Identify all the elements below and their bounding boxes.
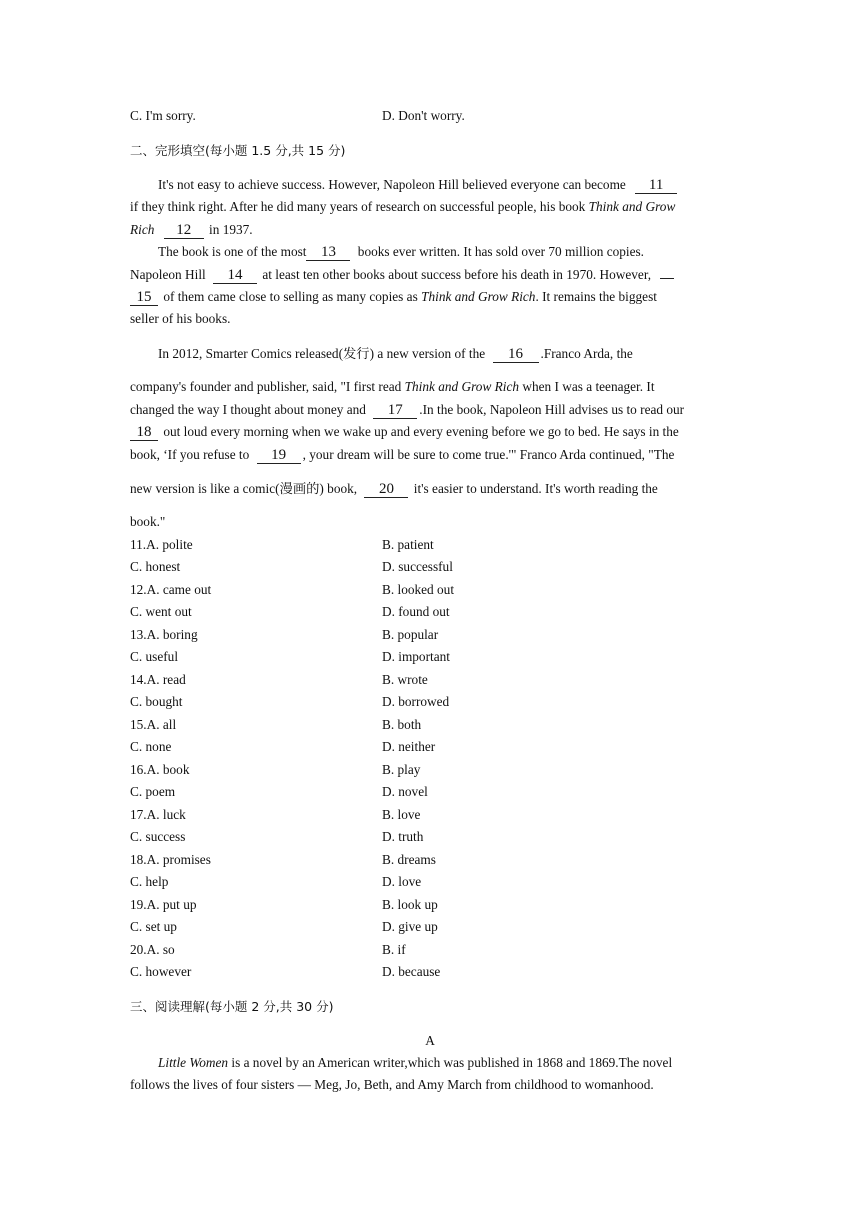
blank-11[interactable]: 11 <box>635 178 677 194</box>
passage-line: Rich 12 in 1937. <box>130 222 253 238</box>
option-row: 12.A. came out B. looked out <box>130 582 455 597</box>
passage-line: 15 of them came close to selling as many copies as Think and Grow Rich. It remains the biggest <box>130 288 657 306</box>
option-row: 17.A. luck B. love <box>130 807 421 822</box>
passage-line: new version is like a comic(漫画的) book, 20 it's easier to understand. It's worth reading the <box>130 481 658 497</box>
option-row: C. success D. truth <box>130 829 424 844</box>
passage-line: 18 out loud every morning when we wake up and every evening before we go to bed. He says in the <box>130 423 679 441</box>
book-title: Think and Grow Rich <box>421 289 536 304</box>
passage-line: In 2012, Smarter Comics released(发行) a new version of the 16 .Franco Arda, the <box>158 346 633 362</box>
book-title: Rich <box>130 222 155 237</box>
passage-line: book, ‘If you refuse to 19 , your dream will be sure to come true.'" Franco Arda continued, "The <box>130 447 675 463</box>
blank-15-start <box>660 278 674 279</box>
reading-line: follows the lives of four sisters — Meg, Jo, Beth, and Amy March from childhood to womanhood. <box>130 1077 654 1092</box>
option-row: 13.A. boring B. popular <box>130 627 439 642</box>
blank-12[interactable]: 12 <box>164 223 204 239</box>
blank-14[interactable]: 14 <box>213 268 257 284</box>
option-row: C. went out D. found out <box>130 604 450 619</box>
option-c: C. I'm sorry. <box>130 108 196 123</box>
option-row: 18.A. promises B. dreams <box>130 852 436 867</box>
book-title: Think and Grow <box>588 199 676 214</box>
passage-line: changed the way I thought about money and 17 .In the book, Napoleon Hill advises us to read our <box>130 402 685 418</box>
option-row: C. bought D. borrowed <box>130 694 450 709</box>
option-row: 11.A. polite B. patient <box>130 537 434 552</box>
passage-line: It's not easy to achieve success. However, Napoleon Hill believed everyone can become 11 <box>158 176 679 194</box>
book-title: Think and Grow Rich <box>404 379 520 394</box>
option-row: C. poem D. novel <box>130 784 428 799</box>
option-row: C. none D. neither <box>130 739 436 754</box>
blank-19[interactable]: 19 <box>257 448 301 464</box>
option-row: 20.A. so B. if <box>130 942 406 957</box>
blank-18[interactable]: 18 <box>130 425 158 441</box>
option-row: 15.A. all B. both <box>130 717 422 732</box>
novel-title: Little Women <box>158 1055 229 1070</box>
passage-line: if they think right. After he did many years of research on successful people, his book Think and Grow <box>130 199 676 214</box>
passage-line: seller of his books. <box>130 311 231 326</box>
section-3-heading: 三、阅读理解(每小题 2 分,共 30 分) <box>130 999 334 1014</box>
passage-line: Napoleon Hill 14 at least ten other books about success before his death in 1970. However, <box>130 266 676 284</box>
option-row: C. set up D. give up <box>130 919 438 934</box>
passage-line: company's founder and publisher, said, "I first read Think and Grow Rich when I was a teenager. It <box>130 379 655 394</box>
reading-line: Little Women is a novel by an American writer,which was published in 1868 and 1869.The novel <box>158 1055 673 1070</box>
prev-question-options <box>130 107 465 125</box>
blank-13[interactable]: 13 <box>306 245 350 261</box>
blank-15[interactable]: 15 <box>130 290 158 306</box>
option-row: 16.A. book B. play <box>130 762 421 777</box>
passage-label: A <box>425 1033 435 1048</box>
option-d: D. Don't worry. <box>382 108 465 123</box>
option-row: C. however D. because <box>130 964 441 979</box>
option-row: C. help D. love <box>130 874 422 889</box>
passage-line: book." <box>130 514 166 529</box>
blank-16[interactable]: 16 <box>493 347 539 363</box>
blank-17[interactable]: 17 <box>373 403 417 419</box>
option-row: C. honest D. successful <box>130 559 453 574</box>
section-2-heading: 二、完形填空(每小题 1.5 分,共 15 分) <box>130 143 346 158</box>
option-row: C. useful D. important <box>130 649 450 664</box>
blank-20[interactable]: 20 <box>364 482 408 498</box>
passage-line: The book is one of the most 13 books ever written. It has sold over 70 million copies. <box>158 244 644 260</box>
option-row: 19.A. put up B. look up <box>130 897 438 912</box>
option-row: 14.A. read B. wrote <box>130 672 428 687</box>
